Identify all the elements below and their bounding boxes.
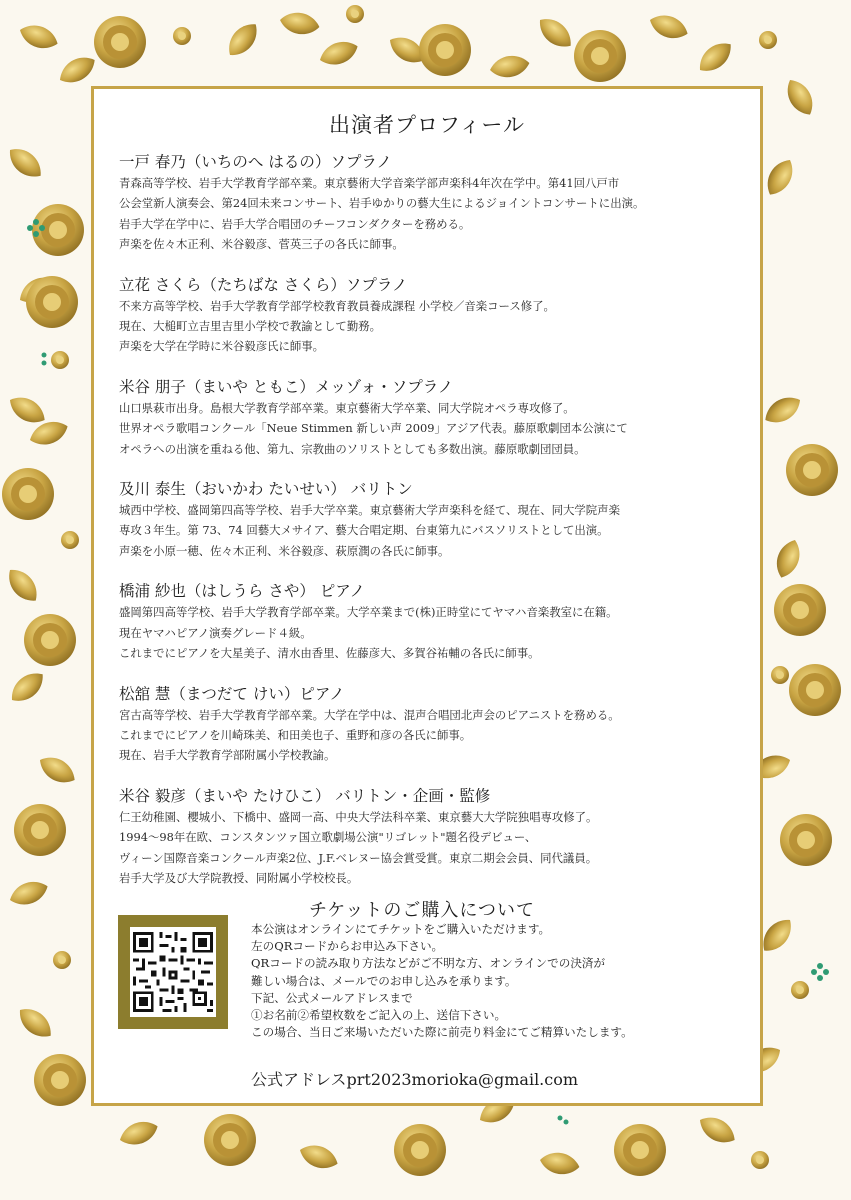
profile-line: 仁王幼稚園、櫻城小、下橋中、盛岡一高、中央大学法科卒業、東京藝大大学院独唱専攻修了。 [119, 809, 598, 824]
profile-entry [119, 376, 749, 459]
profile-line: 世界オペラ歌唱コンクール「Neue Stimmen 新しい声 2009」アジア代表。藤原歌劇団本公演にて [119, 421, 628, 436]
profile-line: 1994〜98年在欧、コンスタンツァ国立歌劇場公演"リゴレット"題名役デビュー、 [119, 830, 537, 845]
profile-heading: 立花 さくら（たちばな さくら）ソプラノ [119, 275, 408, 294]
profile-heading: 米谷 毅彦（まいや たけひこ） バリトン・企画・監修 [119, 786, 491, 805]
profile-entry [119, 785, 749, 889]
profile-line: 専攻３年生。第 73、74 回藝大メサイア、藝大合唱定期、台東第九にバスソリストとして出演。 [119, 523, 609, 538]
profile-heading: 一戸 春乃（いちのへ はるの）ソプラノ [119, 153, 392, 171]
ticket-line: 難しい場合は、メールでのお申し込みを承ります。 [251, 973, 517, 988]
profile-entry [119, 151, 749, 255]
profile-body [119, 500, 749, 561]
profile-body [119, 398, 749, 459]
profile-line: ヴィーン国際音楽コンクール声楽2位、J.F.ベレヌー協会賞受賞。東京二期会会員、同代議員。 [119, 850, 598, 865]
profile-entry [119, 683, 749, 766]
profile-line: これまでにピアノを大星美子、清水由香里、佐藤彦大、多賀谷祐輔の各氏に師事。 [119, 646, 540, 661]
page-title: 出演者プロフィール [329, 113, 525, 137]
profile-heading: 米谷 朋子（まいや ともこ）メッゾォ・ソプラノ [119, 377, 454, 396]
profile-body [119, 705, 749, 766]
profile-body [119, 296, 749, 357]
profile-line: 現在、大槌町立吉里吉里小学校で教諭として勤務。 [119, 319, 381, 334]
profile-line: これまでにピアノを川崎珠美、和田美也子、重野和彦の各氏に師事。 [119, 727, 472, 742]
ticket-line: 下記、公式メールアドレスまで [251, 990, 413, 1005]
ticket-line: 左のQRコードからお申込み下さい。 [251, 939, 444, 954]
profile-body [119, 173, 749, 255]
profile-line: 声楽を大学在学時に米谷毅彦氏に師事。 [119, 339, 325, 354]
qr-code-frame[interactable] [118, 915, 228, 1029]
profile-line: 青森高等学校、岩手大学教育学部卒業。東京藝術大学音楽学部声楽科4年次在学中。第41回八戸市 [119, 176, 620, 190]
profile-line: 宮古高等学校、岩手大学教育学部卒業。大学在学中は、混声合唱団北声会のピアニストを務める。 [119, 707, 620, 722]
profile-line: 声楽を小原一穂、佐々木正利、米谷毅彦、萩原潤の各氏に師事。 [119, 543, 450, 558]
ticket-line: この場合、当日ご来場いただいた際に前売り料金にてご精算いたします。 [251, 1025, 633, 1040]
profile-heading: 及川 泰生（おいかわ たいせい） バリトン [119, 480, 413, 499]
ticket-section-title: チケットのご購入について [309, 900, 536, 921]
profile-line: 声楽を佐々木正利、米谷毅彦、菅英三子の各氏に師事。 [119, 237, 404, 252]
ticket-line: 本公演はオンラインにてチケットをご購入いただけます。 [251, 922, 551, 936]
profile-entry [119, 580, 749, 663]
profile-line: 城西中学校、盛岡第四高等学校、岩手大学卒業。東京藝術大学声楽科を経て、現在、同大学院声楽 [119, 503, 620, 518]
profile-heading: 橋浦 紗也（はしうら さや） ピアノ [119, 582, 366, 601]
profile-line: 盛岡第四高等学校、岩手大学教育学部卒業。大学卒業まで(株)正時堂にてヤマハ音楽教室に在籍。 [119, 605, 618, 620]
profile-line: 岩手大学在学中に、岩手大学合唱団のチーフコンダクターを務める。 [119, 216, 471, 231]
official-email-address[interactable]: 公式アドレスprt2023morioka@gmail.com [251, 1070, 579, 1089]
content-frame [91, 86, 763, 1106]
profile-line: 不来方高等学校、岩手大学教育学部学校教育教員養成課程 小学校／音楽コース修了。 [119, 298, 555, 313]
profile-heading: 松舘 慧（まつだて けい）ピアノ [119, 684, 345, 703]
profile-body [119, 602, 749, 663]
profile-body [119, 807, 749, 889]
profile-list [119, 151, 749, 907]
profile-line: オペラへの出演を重ねる他、第九、宗教曲のソリストとしても多数出演。藤原歌劇団団員。 [119, 441, 586, 456]
profile-line: 岩手大学及び大学院教授、同附属小学校校長。 [119, 870, 359, 885]
profile-entry [119, 274, 749, 357]
ticket-instructions [251, 921, 731, 1041]
profile-line: 現在ヤマハピアノ演奏グレード４級。 [119, 625, 312, 640]
profile-entry [119, 478, 749, 561]
profile-line: 山口県萩市出身。島根大学教育学部卒業。東京藝術大学卒業、同大学院オペラ専攻修了。 [119, 400, 575, 415]
qr-code-icon[interactable] [130, 927, 216, 1017]
profile-line: 公会堂新人演奏会、第24回未来コンサート、岩手ゆかりの藝大生によるジョイントコンサートに出演。 [119, 196, 645, 211]
ticket-line: QRコードの読み取り方法などがご不明な方、オンラインでの決済が [251, 956, 606, 971]
ticket-line: ①お名前②希望枚数をご記入の上、送信下さい。 [251, 1008, 507, 1023]
profile-line: 現在、岩手大学教育学部附属小学校教諭。 [119, 748, 336, 763]
